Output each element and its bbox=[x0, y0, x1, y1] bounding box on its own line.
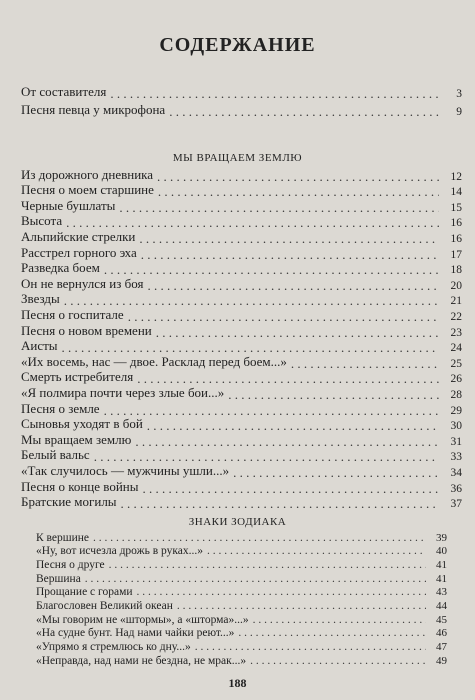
dot-leader bbox=[195, 641, 426, 653]
dot-leader bbox=[157, 171, 439, 183]
toc-entry-title: «Упрямо я стремлюсь ко дну...» bbox=[36, 641, 191, 654]
toc-entry bbox=[21, 354, 462, 370]
toc-entry bbox=[21, 417, 462, 433]
dot-leader bbox=[93, 532, 426, 544]
dot-leader bbox=[121, 498, 439, 510]
toc-entry-page: 46 bbox=[436, 627, 447, 640]
dot-leader bbox=[147, 280, 439, 292]
toc-entry-page: 49 bbox=[436, 654, 447, 667]
toc-entry-page: 16 bbox=[450, 232, 462, 245]
toc-entry-page: 24 bbox=[450, 342, 462, 355]
dot-leader bbox=[64, 295, 439, 307]
page-title: СОДЕРЖАНИЕ bbox=[159, 34, 316, 56]
dot-leader bbox=[207, 545, 426, 557]
dot-leader bbox=[147, 420, 439, 432]
page-number: 188 bbox=[228, 676, 247, 690]
dot-leader bbox=[104, 405, 439, 417]
toc-entry bbox=[21, 370, 462, 386]
section-heading-1: МЫ ВРАЩАЕМ ЗЕМЛЮ bbox=[172, 152, 303, 164]
toc-entry-page: 12 bbox=[450, 170, 462, 183]
toc-entry-title: «Я полмира почти через злые бои...» bbox=[21, 385, 225, 400]
toc-entry-title: Альпийские стрелки bbox=[21, 229, 136, 244]
toc-entry-page: 36 bbox=[450, 482, 462, 495]
toc-entry-title: «Так случилось — мужчины ушли...» bbox=[21, 463, 230, 478]
dot-leader bbox=[135, 436, 439, 448]
toc-entry-title: Песня о моем старшине bbox=[21, 182, 154, 198]
dot-leader bbox=[228, 389, 439, 401]
toc-entry-page: 26 bbox=[450, 373, 462, 386]
toc-entry bbox=[36, 612, 447, 626]
toc-entry-page: 39 bbox=[436, 531, 447, 544]
toc-entry-title: Песня о земле bbox=[21, 401, 100, 416]
dot-leader bbox=[137, 586, 427, 598]
toc-entry-title: Прощание с горами bbox=[36, 586, 133, 599]
toc-entry-title: «Ну, вот исчезла дрожь в руках...» bbox=[36, 545, 203, 558]
toc-entry-title: Вершина bbox=[36, 572, 81, 585]
toc-entry-title: Песня певца у микрофона bbox=[21, 102, 166, 117]
toc-entry bbox=[21, 448, 462, 464]
toc-entry-page: 47 bbox=[436, 641, 447, 654]
toc-entry bbox=[21, 307, 462, 323]
toc-entry-title: Аисты bbox=[21, 338, 58, 354]
toc-entry bbox=[21, 479, 462, 495]
toc-entry bbox=[36, 640, 447, 654]
dot-leader bbox=[142, 483, 439, 495]
dot-leader bbox=[253, 614, 426, 626]
dot-leader bbox=[110, 88, 439, 100]
dot-leader bbox=[109, 559, 426, 571]
toc-entry-title: «Мы говорим не «штормы», а «шторма»...» bbox=[36, 613, 249, 626]
toc-entry-title: Разведка боем bbox=[21, 260, 100, 276]
toc-entry-title: Он не вернулся из боя bbox=[21, 276, 144, 291]
dot-leader bbox=[66, 217, 439, 229]
dot-leader bbox=[238, 627, 426, 639]
dot-leader bbox=[137, 373, 439, 385]
toc-entry-page: 22 bbox=[450, 310, 462, 323]
toc-entry-page: 31 bbox=[450, 435, 462, 448]
toc-entry-page: 9 bbox=[456, 105, 462, 118]
toc-entry-title: Мы вращаем землю bbox=[21, 432, 132, 447]
toc-entry bbox=[21, 292, 462, 308]
dot-leader bbox=[62, 342, 439, 354]
toc-entry-page: 16 bbox=[450, 217, 462, 230]
toc-entry bbox=[21, 495, 462, 511]
toc-entry bbox=[36, 585, 447, 599]
toc-entry bbox=[36, 626, 447, 640]
toc-entry-title: Белый вальс bbox=[21, 447, 90, 463]
toc-entry bbox=[21, 229, 462, 245]
toc-entry bbox=[21, 84, 462, 100]
toc-entry-title: Песня о новом времени bbox=[21, 323, 152, 338]
toc-entry-page: 33 bbox=[450, 451, 462, 464]
toc-entry bbox=[21, 245, 462, 261]
toc-entry-title: Звезды bbox=[21, 291, 60, 307]
toc-entry-page: 23 bbox=[450, 326, 462, 339]
dot-leader bbox=[250, 655, 426, 667]
toc-entry-page: 15 bbox=[450, 201, 462, 214]
toc-entry-page: 25 bbox=[450, 357, 462, 370]
toc-entry-page: 3 bbox=[456, 87, 462, 100]
toc-entry-title: Смерть истребителя bbox=[21, 369, 134, 385]
toc-entry bbox=[21, 261, 462, 277]
dot-leader bbox=[169, 106, 439, 118]
toc-entry-page: 20 bbox=[450, 279, 462, 292]
toc-entry bbox=[36, 544, 447, 558]
dot-leader bbox=[177, 600, 426, 612]
dot-leader bbox=[233, 467, 439, 479]
toc-entry-title: Песня о друге bbox=[36, 558, 105, 571]
toc-entry-page: 18 bbox=[450, 264, 462, 277]
dot-leader bbox=[141, 249, 439, 261]
toc-entry-title: К вершине bbox=[36, 531, 90, 544]
toc-entry-title: Песня о конце войны bbox=[21, 479, 139, 494]
toc-entry-page: 30 bbox=[450, 420, 462, 433]
toc-entry bbox=[21, 276, 462, 292]
toc-entry-page: 41 bbox=[436, 572, 447, 585]
dot-leader bbox=[104, 264, 439, 276]
toc-entry-page: 41 bbox=[436, 558, 447, 571]
toc-entry-page: 29 bbox=[450, 404, 462, 417]
toc-entry-title: От составителя bbox=[21, 84, 107, 99]
dot-leader bbox=[119, 202, 439, 214]
toc-entry-page: 43 bbox=[436, 586, 447, 599]
toc-entry-title: Расстрел горного эха bbox=[21, 245, 137, 260]
toc-entry-title: «Их восемь, нас — двое. Расклад перед боем...» bbox=[21, 354, 287, 369]
dot-leader bbox=[128, 311, 439, 323]
toc-entry bbox=[36, 530, 447, 544]
dot-leader bbox=[158, 186, 439, 198]
toc-entry-title: «Неправда, над нами не бездна, не мрак...» bbox=[36, 654, 247, 667]
toc-entry bbox=[21, 463, 462, 479]
toc-entry bbox=[21, 385, 462, 401]
toc-entry-page: 28 bbox=[450, 388, 462, 401]
toc-entry bbox=[36, 557, 447, 571]
toc-entry-page: 45 bbox=[436, 613, 447, 626]
section-heading-2: ЗНАКИ ЗОДИАКА bbox=[188, 516, 287, 528]
toc-entry-page: 21 bbox=[450, 295, 462, 308]
toc-entry-page: 37 bbox=[450, 498, 462, 511]
toc-entry-title: «На судне бунт. Над нами чайки реют...» bbox=[36, 627, 235, 640]
toc-entry-title: Черные бушлаты bbox=[21, 198, 116, 213]
toc-entry bbox=[21, 401, 462, 417]
toc-entry-page: 14 bbox=[450, 186, 462, 199]
toc-entry-title: Благословен Великий океан bbox=[36, 600, 173, 612]
toc-entry-page: 40 bbox=[436, 545, 447, 558]
toc-entry-title: Песня о госпитале bbox=[21, 307, 124, 322]
toc-entry bbox=[21, 167, 462, 183]
toc-entry bbox=[21, 432, 462, 448]
dot-leader bbox=[291, 358, 439, 370]
toc-entry bbox=[36, 653, 447, 667]
toc-entry bbox=[21, 183, 462, 199]
toc-entry bbox=[21, 102, 462, 118]
toc-entry bbox=[21, 198, 462, 214]
toc-entry bbox=[21, 323, 462, 339]
toc-entry-title: Высота bbox=[21, 213, 63, 229]
dot-leader bbox=[139, 233, 439, 245]
toc-entry-title: Из дорожного дневника bbox=[21, 167, 154, 182]
toc-entry-page: 44 bbox=[436, 600, 447, 612]
toc-entry-title: Сыновья уходят в бой bbox=[21, 416, 143, 432]
toc-entry bbox=[36, 599, 447, 613]
toc-entry bbox=[21, 339, 462, 355]
dot-leader bbox=[94, 451, 439, 463]
toc-entry-title: Братские могилы bbox=[21, 494, 117, 510]
toc-entry-page: 34 bbox=[450, 466, 462, 479]
toc-entry bbox=[21, 214, 462, 230]
toc-entry-page: 17 bbox=[450, 248, 462, 261]
toc-entry bbox=[36, 571, 447, 585]
dot-leader bbox=[156, 327, 439, 339]
dot-leader bbox=[85, 573, 426, 585]
